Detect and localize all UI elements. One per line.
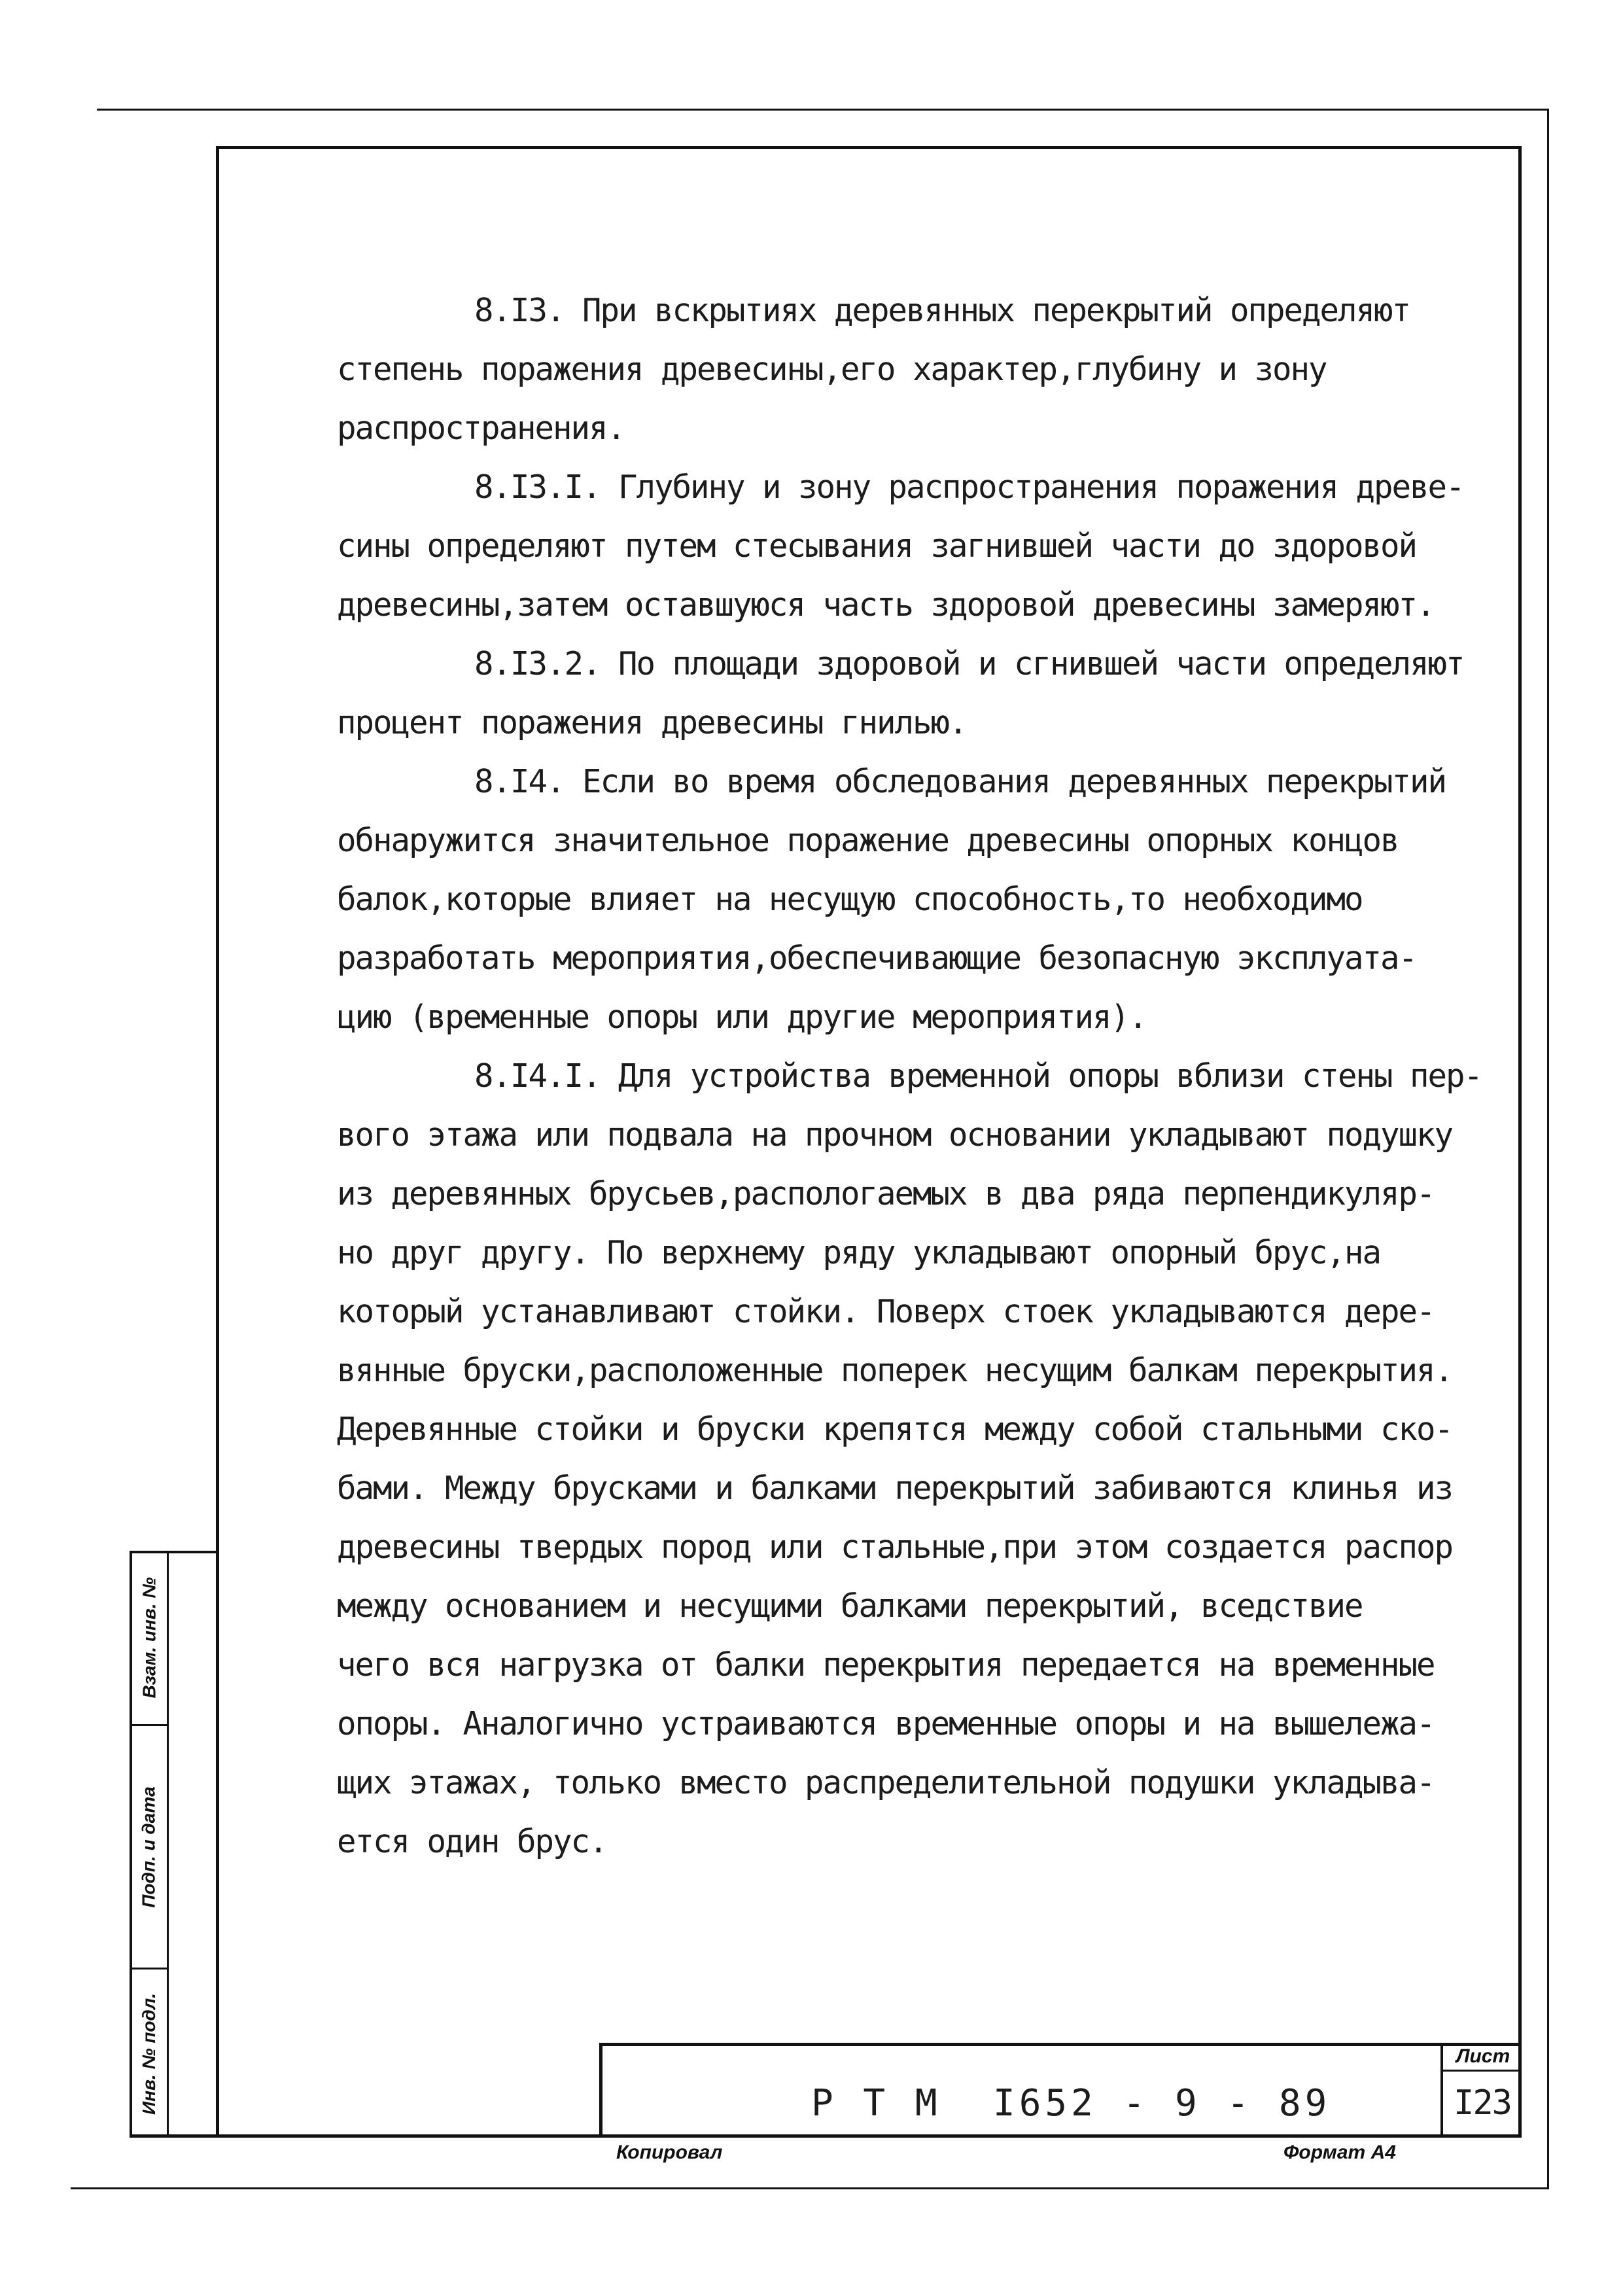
document-body [337,281,1488,1871]
side-cell-inv-podl [130,1969,169,2138]
body-line: степень поражения древесины,его характер,глубину и зону [337,351,1327,388]
outer-right-rule [1547,109,1549,2189]
body-line: опоры. Аналогично устраиваются временные опоры и на вышележа- [337,1705,1435,1742]
body-line: 8.I4.I. Для устройства временной опоры вблизи стены пер- [474,1057,1482,1095]
side-cell-podp-data [130,1726,169,1969]
body-line: щих этажах, только вместо распределительной подушки укладыва- [337,1764,1435,1801]
document-code: Р Т М I652 - 9 - 89 [811,2082,1331,2125]
body-line: сины определяют путем стесывания загнившей части до здоровой [337,527,1417,565]
footer-copied: Копировал [616,2142,723,2163]
body-line: из деревянных брусьев,распологаемых в два ряда перпендикуляр- [337,1175,1435,1212]
body-line: обнаружится значительное поражение древесины опорных концов [337,822,1399,859]
body-line: 8.I3.2. По площади здоровой и сгнившей части определяют [474,645,1464,682]
body-line: вого этажа или подвала на прочном основании укладывают подушку [337,1116,1453,1154]
body-line: цию (временные опоры или другие мероприятия). [337,998,1147,1036]
body-line: балок,которые влияет на несущую способность,то необходимо [337,881,1363,918]
body-line: 8.I3. При вскрытиях деревянных перекрытий определяют [474,292,1410,329]
body-line: 8.I3.I. Глубину и зону распространения поражения древе- [474,468,1464,506]
side-cell-vzam-inv [130,1551,169,1726]
body-line: Деревянные стойки и бруски крепятся между собой стальными ско- [337,1411,1453,1448]
body-line: бами. Между брусками и балками перекрытий забиваются клинья из [337,1470,1453,1507]
body-line: между основанием и несущими балками перекрытий, вседствие [337,1587,1363,1625]
sheet-number: I23 [1454,2083,1511,2123]
body-line: древесины,затем оставшуюся часть здоровой древесины замеряют. [337,586,1435,624]
outer-top-rule [97,109,1549,111]
body-line: который устанавливают стойки. Поверх стоек укладываются дере- [337,1293,1435,1330]
body-line: вянные бруски,расположенные поперек несущим балкам перекрытия. [337,1352,1453,1389]
side-label-inv-podl: Инв. № подл. [139,1992,160,2115]
body-line: процент поражения древесины гнилью. [337,704,967,741]
footer-format: Формат А4 [1283,2142,1396,2163]
body-line: древесины твердых пород или стальные,при этом создается распор [337,1528,1453,1566]
body-line: чего вся нагрузка от балки перекрытия передается на временные [337,1646,1435,1684]
body-line: но друг другу. По верхнему ряду укладывают опорный брус,на [337,1234,1381,1271]
outer-bottom-rule [71,2187,1549,2189]
side-label-podp-data: Подп. и дата [139,1786,160,1908]
sheet-label: Лист [1456,2045,1510,2067]
body-line: распространения. [337,410,625,447]
body-line: разработать мероприятия,обеспечивающие безопасную эксплуата- [337,940,1417,977]
side-label-vzam-inv: Взам. инв. № [139,1577,159,1698]
body-line: 8.I4. Если во время обследования деревянных перекрытий [474,763,1446,800]
body-line: ется один брус. [337,1823,607,1860]
